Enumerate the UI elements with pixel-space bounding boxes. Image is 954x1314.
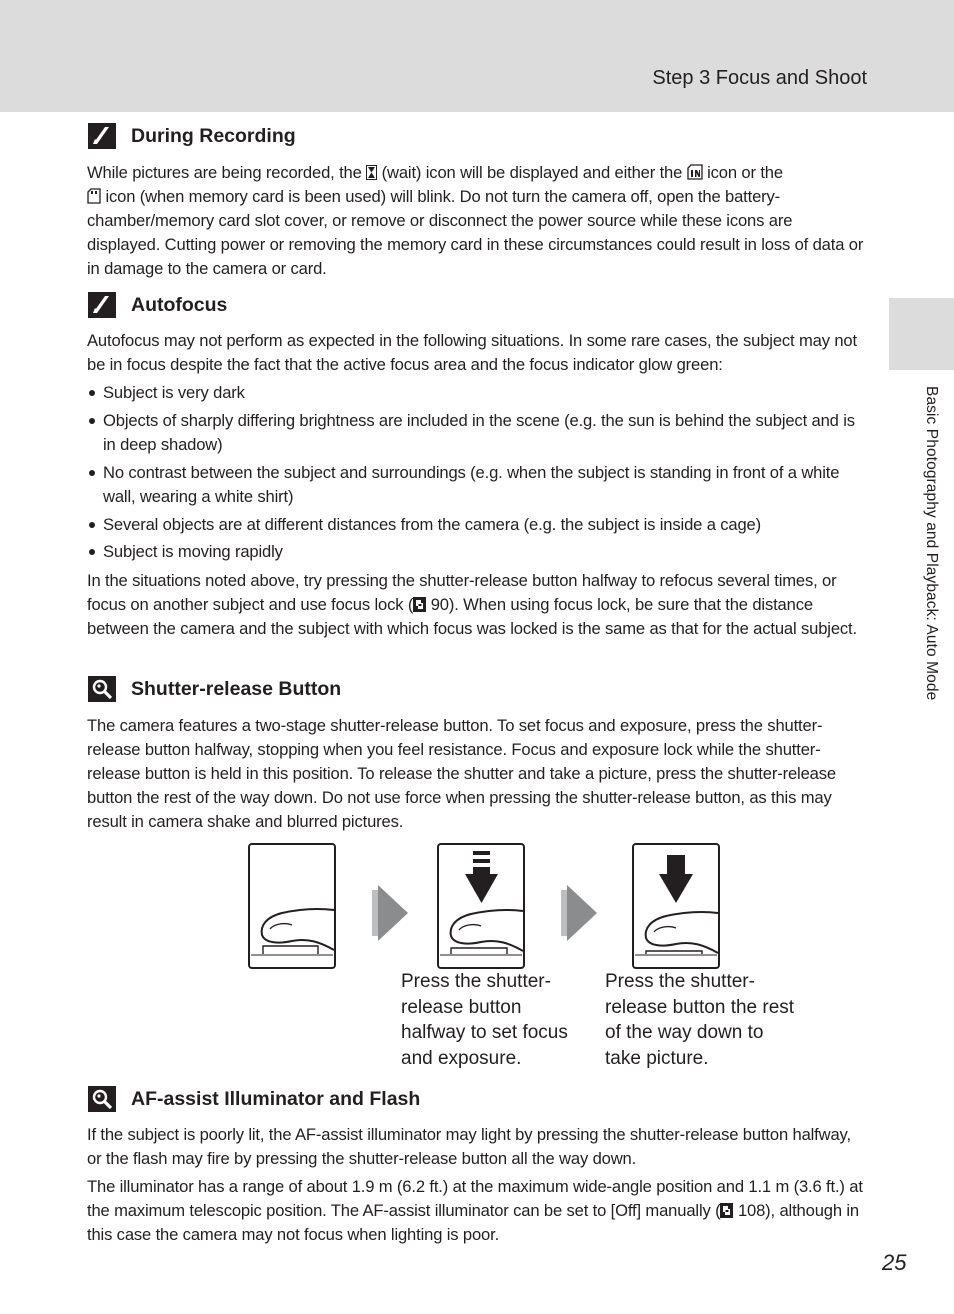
finger-resting-panel [249,844,335,968]
autofocus-situation-list [87,381,865,568]
next-step-arrow-icon [372,885,408,941]
page-number: 25 [882,1250,907,1275]
caution-check-icon [87,291,117,319]
autofocus-outro [87,569,865,641]
heading-title: Autofocus [131,293,228,316]
text-run: In the situations noted above, try pressing the shutter-release button halfway to refocus several times, or focus on another subject and use focus lock ( [87,571,837,614]
caption-full-press: Press the shutter-release button the rest of the way down to take picture. [605,971,795,1069]
text-run: While pictures are being recorded, the [87,163,362,182]
wait-hourglass-icon [366,165,377,180]
text-run: 90). When using focus lock, be sure that the distance between the camera and the subject with which focus was locked is the same as that for the actual subject. [87,594,857,638]
list-item: Objects of sharply differing brightness are included in the scene (e.g. the sun is behind the subject and is in deep shadow) [87,409,865,457]
heading-autofocus [87,291,227,319]
page-reference-icon[interactable] [413,597,426,612]
list-item: No contrast between the subject and surroundings (e.g. when the subject is standing in front of a white wall, wearing a white shirt) [87,461,865,509]
full-press-panel [633,844,719,968]
autofocus-intro: Autofocus may not perform as expected in the following situations. In some rare cases, the subject may not be in focus despite the fact that the active focus area and the focus indicator glow green: [87,331,857,374]
during-recording-text [87,161,865,281]
memory-card-icon [87,188,101,204]
af-assist-text-2 [87,1175,865,1247]
text-run: icon or the [707,163,783,182]
text-run: icon (when memory card is been used) will blink. Do not turn the camera off, open the battery-chamber/memory card slot cover, or remove or disconnect the power source while these icons are displayed. Cutting power or removing the memory card in these circumstances could result in loss of data or in damage to the camera or card. [87,186,864,278]
text-run: (wait) icon will be displayed and either the [381,163,683,182]
half-press-panel [438,844,524,968]
shutter-release-text: The camera features a two-stage shutter-release button. To set focus and exposure, press the shutter-release button halfway, stopping when you feel resistance. Focus and exposure lock while the shutter-release button is held in this position. To release the shutter and take a picture, press the shutter-release button the rest of the way down. Do not use force when pressing the shutter-release button, as this may result in camera shake and blurred pictures. [87,716,836,831]
heading-title: AF-assist Illuminator and Flash [131,1087,421,1110]
heading-title: Shutter-release Button [131,677,342,700]
caption-half-press: Press the shutter-release button halfway to set focus and exposure. [401,971,568,1069]
af-assist-text-1: If the subject is poorly lit, the AF-assist illuminator may light by pressing the shutter-release button halfway, or the flash may fire by pressing the shutter-release button all the way down. [87,1125,851,1168]
text-run: The illuminator has a range of about 1.9 m (6.2 ft.) at the maximum wide-angle position and 1.1 m (3.6 ft.) at the maximum telescopic position. The AF-assist illuminator can be set to [Off] manually ( [87,1177,863,1220]
heading-af-assist [87,1085,420,1113]
chapter-tab [889,298,954,370]
note-magnifier-icon [87,675,117,703]
header-band [0,0,954,112]
heading-title: During Recording [131,124,296,147]
section-title: Step 3 Focus and Shoot [652,67,867,89]
page-reference-icon[interactable] [720,1203,733,1218]
heading-shutter-release [87,675,341,703]
chapter-tab-label: Basic Photography and Playback: Auto Mode [923,386,940,701]
internal-memory-icon [687,164,703,180]
text-run: 108), although in this case the camera may not focus when lighting is poor. [87,1200,860,1244]
list-item: Several objects are at different distances from the camera (e.g. the subject is inside a cage) [87,513,865,537]
next-step-arrow-icon [561,885,597,941]
note-magnifier-icon [87,1085,117,1113]
heading-during-recording [87,122,296,150]
list-item: Subject is moving rapidly [87,540,865,564]
caution-check-icon [87,122,117,150]
list-item: Subject is very dark [87,381,865,405]
